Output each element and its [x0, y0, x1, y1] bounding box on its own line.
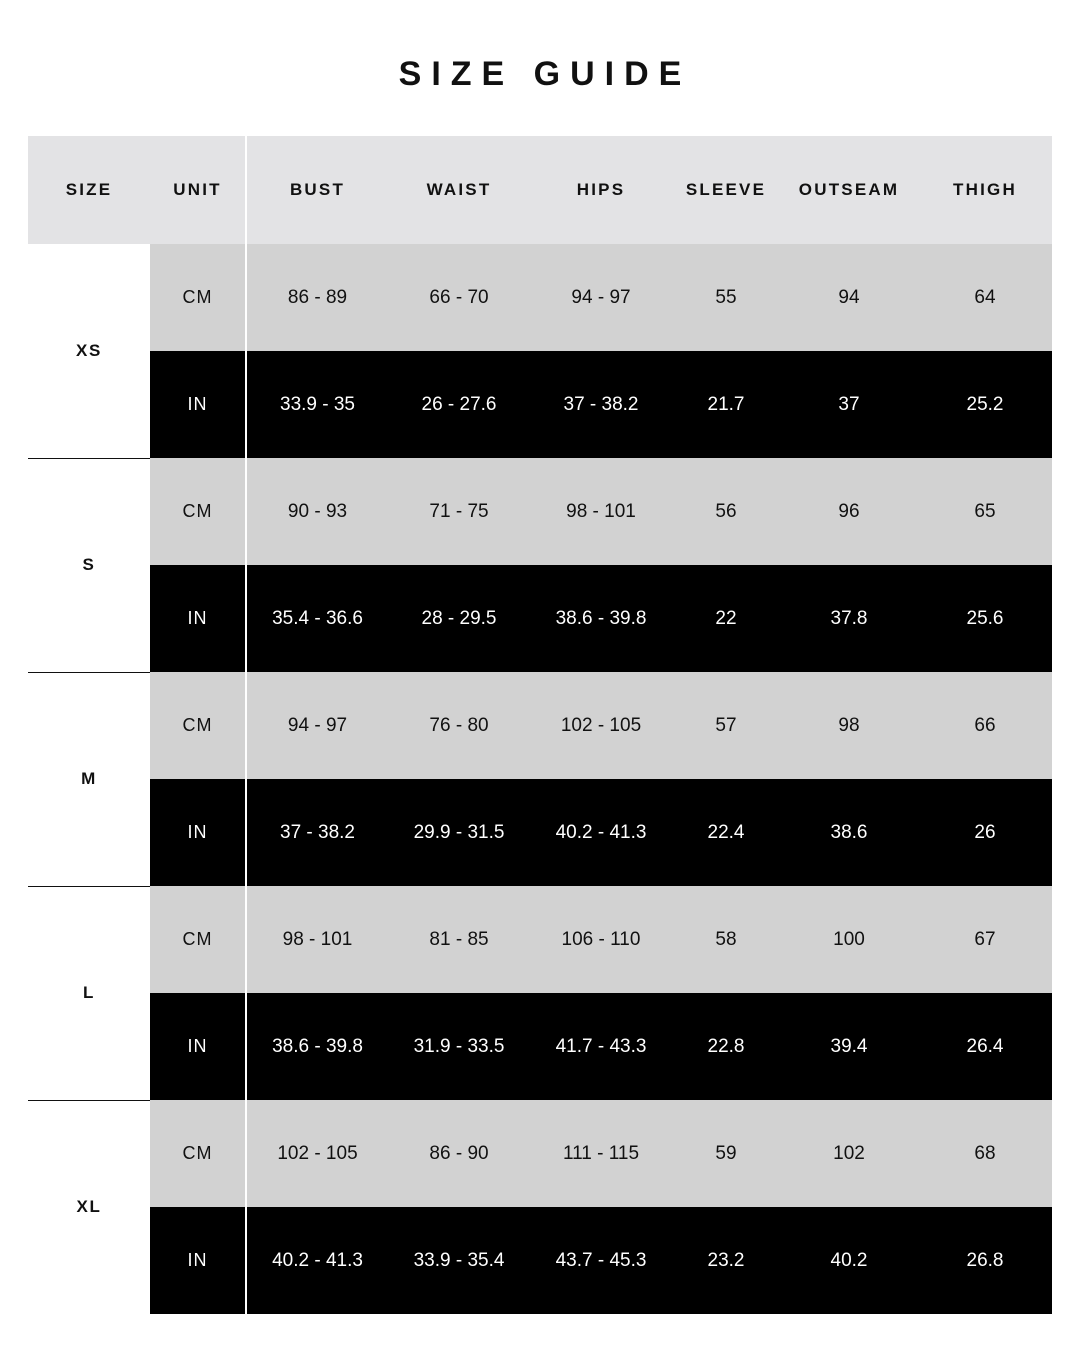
- cell-thigh: 64: [918, 244, 1052, 351]
- table-row: [28, 565, 1052, 672]
- cell-sleeve: 23.2: [672, 1207, 780, 1314]
- cell-sleeve: 22.8: [672, 993, 780, 1100]
- cell-waist: 26 - 27.6: [388, 351, 530, 458]
- size-label-m: M: [28, 672, 150, 886]
- header-sleeve: SLEEVE: [672, 136, 780, 244]
- cell-bust: 40.2 - 41.3: [246, 1207, 388, 1314]
- size-table-container: [0, 136, 1080, 1314]
- table-row: [28, 886, 1052, 993]
- cell-thigh: 26.4: [918, 993, 1052, 1100]
- cell-hips: 43.7 - 45.3: [530, 1207, 672, 1314]
- cell-waist: 29.9 - 31.5: [388, 779, 530, 886]
- cell-waist: 28 - 29.5: [388, 565, 530, 672]
- cell-outseam: 100: [780, 886, 918, 993]
- cell-hips: 94 - 97: [530, 244, 672, 351]
- cell-bust: 38.6 - 39.8: [246, 993, 388, 1100]
- cell-sleeve: 56: [672, 458, 780, 565]
- cell-waist: 31.9 - 33.5: [388, 993, 530, 1100]
- cell-waist: 81 - 85: [388, 886, 530, 993]
- unit-label-in: IN: [150, 779, 246, 886]
- cell-thigh: 26: [918, 779, 1052, 886]
- cell-thigh: 66: [918, 672, 1052, 779]
- cell-sleeve: 22: [672, 565, 780, 672]
- cell-sleeve: 55: [672, 244, 780, 351]
- cell-thigh: 67: [918, 886, 1052, 993]
- cell-hips: 98 - 101: [530, 458, 672, 565]
- cell-bust: 35.4 - 36.6: [246, 565, 388, 672]
- size-label-s: S: [28, 458, 150, 672]
- table-row: [28, 779, 1052, 886]
- cell-outseam: 37.8: [780, 565, 918, 672]
- cell-hips: 106 - 110: [530, 886, 672, 993]
- cell-thigh: 25.6: [918, 565, 1052, 672]
- cell-outseam: 98: [780, 672, 918, 779]
- cell-outseam: 40.2: [780, 1207, 918, 1314]
- header-hips: HIPS: [530, 136, 672, 244]
- cell-sleeve: 22.4: [672, 779, 780, 886]
- cell-thigh: 68: [918, 1100, 1052, 1207]
- header-waist: WAIST: [388, 136, 530, 244]
- cell-bust: 98 - 101: [246, 886, 388, 993]
- cell-thigh: 25.2: [918, 351, 1052, 458]
- header-row: [28, 136, 1052, 244]
- size-guide-table: [28, 136, 1053, 1314]
- cell-hips: 38.6 - 39.8: [530, 565, 672, 672]
- cell-bust: 33.9 - 35: [246, 351, 388, 458]
- table-row: [28, 1207, 1052, 1314]
- header-outseam: OUTSEAM: [780, 136, 918, 244]
- cell-waist: 76 - 80: [388, 672, 530, 779]
- table-header: [28, 136, 1052, 244]
- cell-thigh: 65: [918, 458, 1052, 565]
- size-label-l: L: [28, 886, 150, 1100]
- unit-label-in: IN: [150, 993, 246, 1100]
- cell-thigh: 26.8: [918, 1207, 1052, 1314]
- cell-outseam: 39.4: [780, 993, 918, 1100]
- table-row: [28, 351, 1052, 458]
- header-bust: BUST: [246, 136, 388, 244]
- table-row: [28, 1100, 1052, 1207]
- cell-waist: 33.9 - 35.4: [388, 1207, 530, 1314]
- table-row: [28, 458, 1052, 565]
- size-label-xl: XL: [28, 1100, 150, 1314]
- cell-sleeve: 21.7: [672, 351, 780, 458]
- cell-outseam: 37: [780, 351, 918, 458]
- cell-hips: 41.7 - 43.3: [530, 993, 672, 1100]
- unit-label-in: IN: [150, 1207, 246, 1314]
- table-row: [28, 244, 1052, 351]
- cell-hips: 111 - 115: [530, 1100, 672, 1207]
- cell-bust: 102 - 105: [246, 1100, 388, 1207]
- page-title: SIZE GUIDE: [398, 55, 692, 93]
- cell-outseam: 102: [780, 1100, 918, 1207]
- unit-label-in: IN: [150, 565, 246, 672]
- cell-outseam: 94: [780, 244, 918, 351]
- cell-bust: 90 - 93: [246, 458, 388, 565]
- header-thigh: THIGH: [918, 136, 1052, 244]
- table-body: [28, 244, 1052, 1314]
- cell-waist: 71 - 75: [388, 458, 530, 565]
- unit-label-in: IN: [150, 351, 246, 458]
- cell-outseam: 38.6: [780, 779, 918, 886]
- unit-label-cm: CM: [150, 1100, 246, 1207]
- table-row: [28, 993, 1052, 1100]
- header-unit: UNIT: [150, 136, 246, 244]
- cell-bust: 37 - 38.2: [246, 779, 388, 886]
- size-label-xs: XS: [28, 244, 150, 458]
- cell-bust: 86 - 89: [246, 244, 388, 351]
- cell-sleeve: 58: [672, 886, 780, 993]
- cell-hips: 102 - 105: [530, 672, 672, 779]
- cell-hips: 37 - 38.2: [530, 351, 672, 458]
- unit-label-cm: CM: [150, 886, 246, 993]
- cell-hips: 40.2 - 41.3: [530, 779, 672, 886]
- cell-waist: 86 - 90: [388, 1100, 530, 1207]
- table-row: [28, 672, 1052, 779]
- header-size: SIZE: [28, 136, 150, 244]
- unit-label-cm: CM: [150, 244, 246, 351]
- unit-label-cm: CM: [150, 672, 246, 779]
- cell-bust: 94 - 97: [246, 672, 388, 779]
- unit-label-cm: CM: [150, 458, 246, 565]
- cell-sleeve: 57: [672, 672, 780, 779]
- cell-sleeve: 59: [672, 1100, 780, 1207]
- cell-outseam: 96: [780, 458, 918, 565]
- cell-waist: 66 - 70: [388, 244, 530, 351]
